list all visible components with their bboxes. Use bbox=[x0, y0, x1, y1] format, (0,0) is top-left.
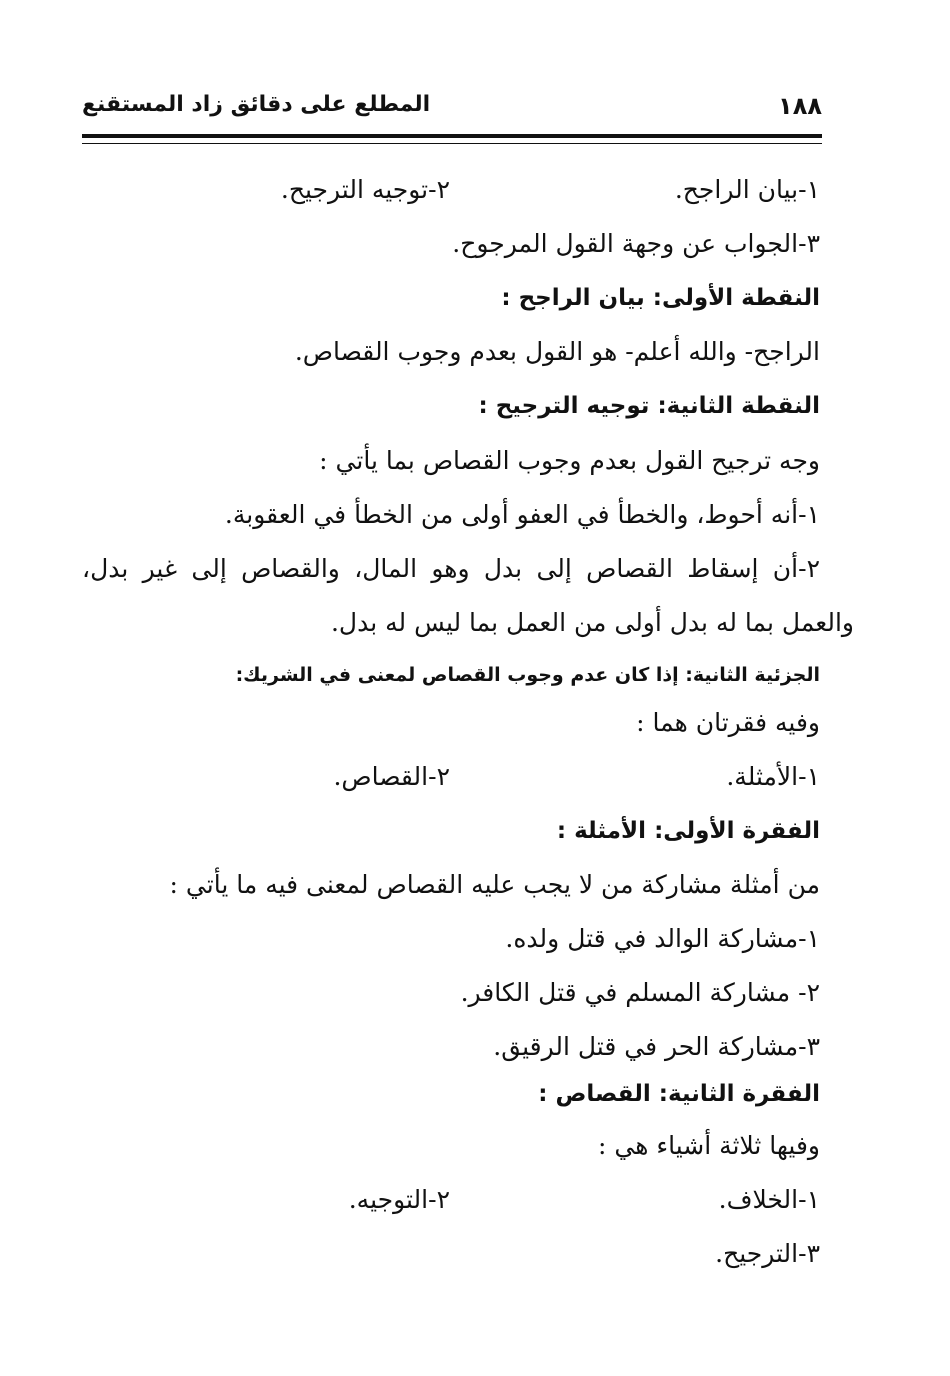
paragraph-continuation: والعمل بما له بدل أولى من العمل بما ليس له بدل. bbox=[330, 608, 854, 637]
paragraph-wajh-tarjih: وجه ترجيح القول بعدم وجوب القصاص بما يأتي : bbox=[319, 446, 820, 475]
paragraph-thalatha: وفيها ثلاثة أشياء هي : bbox=[598, 1131, 820, 1160]
paragraph-rajih: الراجح- والله أعلم- هو القول بعدم وجوب القصاص. bbox=[294, 337, 820, 366]
list-item-tawjih-altarjih: ٢-توجيه الترجيح. bbox=[280, 175, 450, 204]
paragraph-fiqratan: وفيه فقرتان هما : bbox=[636, 708, 820, 737]
page-header bbox=[82, 92, 822, 132]
paragraph-amthila-intro: من أمثلة مشاركة من لا يجب عليه القصاص لمعنى فيه ما يأتي : bbox=[169, 870, 820, 899]
section-heading-point-two: النقطة الثانية: توجيه الترجيح : bbox=[478, 393, 820, 419]
section-heading-point-one: النقطة الأولى: بيان الراجح : bbox=[501, 285, 820, 311]
list-item-bayan-alrajih: ١-بيان الراجح. bbox=[674, 175, 820, 204]
list-item-muslim: ٢- مشاركة المسلم في قتل الكافر. bbox=[460, 978, 820, 1007]
list-item-tawjih: ٢-التوجيه. bbox=[348, 1185, 450, 1214]
page-number: ١٨٨ bbox=[778, 92, 822, 120]
list-item-aljawab: ٣-الجواب عن وجهة القول المرجوح. bbox=[452, 229, 820, 258]
header-rule-thick bbox=[82, 134, 822, 138]
list-item-tarjih: ٣-الترجيح. bbox=[715, 1239, 820, 1268]
list-item-qisas: ٢-القصاص. bbox=[333, 762, 450, 791]
book-title: المطلع على دقائق زاد المستقنع bbox=[82, 92, 431, 117]
section-heading-juziyya-two: الجزئية الثانية: إذا كان عدم وجوب القصاص لمعنى في الشريك: bbox=[235, 664, 820, 686]
list-item-amthila: ١-الأمثلة. bbox=[726, 762, 820, 791]
list-item-isqat: ٢-أن إسقاط القصاص إلى بدل وهو المال، والقصاص إلى غير بدل، bbox=[82, 554, 820, 583]
header-rule-thin bbox=[82, 143, 822, 144]
section-heading-fiqra-two: الفقرة الثانية: القصاص : bbox=[538, 1081, 820, 1107]
section-heading-fiqra-one: الفقرة الأولى: الأمثلة : bbox=[556, 818, 820, 844]
list-item-khilaf: ١-الخلاف. bbox=[718, 1185, 820, 1214]
list-item-hurr: ٣-مشاركة الحر في قتل الرقيق. bbox=[493, 1032, 820, 1061]
list-item-ahwat: ١-أنه أحوط، والخطأ في العفو أولى من الخطأ في العقوبة. bbox=[224, 500, 820, 529]
list-item-walid: ١-مشاركة الوالد في قتل ولده. bbox=[505, 924, 820, 953]
